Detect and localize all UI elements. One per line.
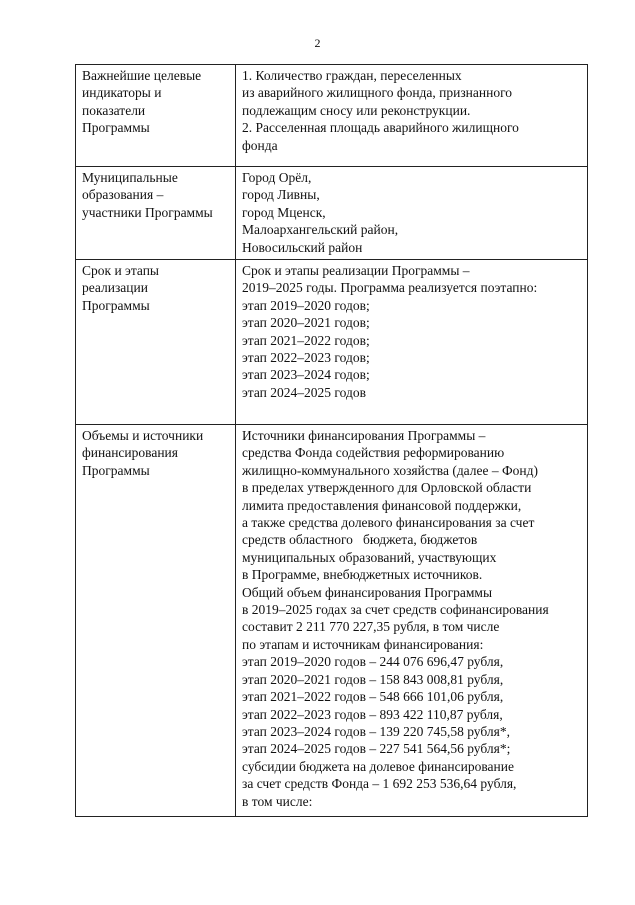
value-line: город Ливны, [242, 187, 320, 203]
label-line: финансирования [82, 445, 178, 461]
value-line: 1. Количество граждан, переселенных [242, 68, 462, 83]
row-label-participants [76, 167, 236, 260]
value-line: по этапам и источникам финансирования: [242, 636, 484, 652]
label-line: Срок и этапы [82, 263, 160, 278]
row-value-participants [236, 167, 588, 260]
value-line: лимита предоставления финансовой поддержки, [242, 497, 522, 513]
value-line: этап 2022–2023 годов; [242, 350, 370, 366]
value-line: этап 2020–2021 годов – 158 843 008,81 рубля, [242, 671, 504, 687]
value-line: этап 2019–2020 годов – 244 076 696,47 рубля, [242, 654, 504, 670]
value-line: этап 2019–2020 годов; [242, 297, 370, 313]
value-line: Малоархангельский район, [242, 222, 399, 238]
value-line: фонда [242, 137, 278, 153]
program-passport-table [75, 64, 588, 817]
row-value-terms [236, 260, 588, 425]
label-line: Объемы и источники [82, 428, 204, 443]
value-line: 2. Расселенная площадь аварийного жилищного [242, 120, 519, 136]
label-line: образования – [82, 187, 164, 203]
value-line: средств областного бюджета, бюджетов [242, 532, 478, 548]
value-line: а также средства долевого финансирования за счет [242, 515, 535, 531]
row-label-funding [76, 425, 236, 817]
value-line: субсидии бюджета на долевое финансирование [242, 758, 514, 774]
value-line: Город Орёл, [242, 170, 312, 185]
value-line: в Программе, внебюджетных источников. [242, 567, 483, 583]
table-row-indicators [76, 65, 588, 167]
value-line: этап 2022–2023 годов – 893 422 110,87 рубля, [242, 706, 503, 722]
value-line: 2019–2025 годы. Программа реализуется поэтапно: [242, 280, 538, 296]
value-line: этап 2021–2022 годов – 548 666 101,06 рубля, [242, 689, 504, 705]
page-number: 2 [314, 36, 321, 50]
label-line: реализации [82, 280, 148, 296]
label-line: Программы [82, 120, 150, 136]
value-line: Общий объем финансирования Программы [242, 584, 493, 600]
value-line: средства Фонда содействия реформированию [242, 445, 505, 461]
value-line: этап 2020–2021 годов; [242, 315, 370, 331]
label-line: Важнейшие целевые [82, 68, 202, 83]
table-row-funding [76, 425, 588, 817]
value-line: этап 2023–2024 годов; [242, 367, 370, 383]
value-line: жилищно-коммунального хозяйства (далее – Фонд) [242, 462, 539, 478]
value-line: этап 2024–2025 годов [242, 384, 366, 400]
value-line: в 2019–2025 годах за счет средств софинансирования [242, 602, 549, 618]
label-line: Муниципальные [82, 170, 178, 185]
table-row-participants [76, 167, 588, 260]
row-label-indicators [76, 65, 236, 167]
value-line: составит 2 211 770 227,35 рубля, в том числе [242, 619, 500, 635]
row-value-funding [236, 425, 588, 817]
value-line: из аварийного жилищного фонда, признанного [242, 85, 513, 101]
value-line: город Мценск, [242, 204, 326, 220]
value-line: за счет средств Фонда – 1 692 253 536,64 рубля, [242, 776, 517, 792]
value-line: в том числе: [242, 793, 313, 809]
label-line: Программы [82, 297, 150, 313]
label-line: участники Программы [82, 204, 213, 220]
value-line: муниципальных образований, участвующих [242, 549, 497, 565]
value-line: Срок и этапы реализации Программы – [242, 263, 470, 278]
row-value-indicators [236, 65, 588, 167]
value-line: этап 2023–2024 годов – 139 220 745,58 рубля*, [242, 723, 510, 739]
value-line: подлежащим сносу или реконструкции. [242, 102, 471, 118]
label-line: показатели [82, 102, 146, 118]
label-line: Программы [82, 462, 150, 478]
row-label-terms [76, 260, 236, 425]
value-line: Новосильский район [242, 239, 363, 255]
value-line: этап 2024–2025 годов – 227 541 564,56 рубля*; [242, 741, 511, 757]
value-line: Источники финансирования Программы – [242, 428, 486, 443]
value-line: этап 2021–2022 годов; [242, 332, 370, 348]
label-line: индикаторы и [82, 85, 162, 101]
table-row-terms [76, 260, 588, 425]
value-line: в пределах утвержденного для Орловской области [242, 480, 532, 496]
